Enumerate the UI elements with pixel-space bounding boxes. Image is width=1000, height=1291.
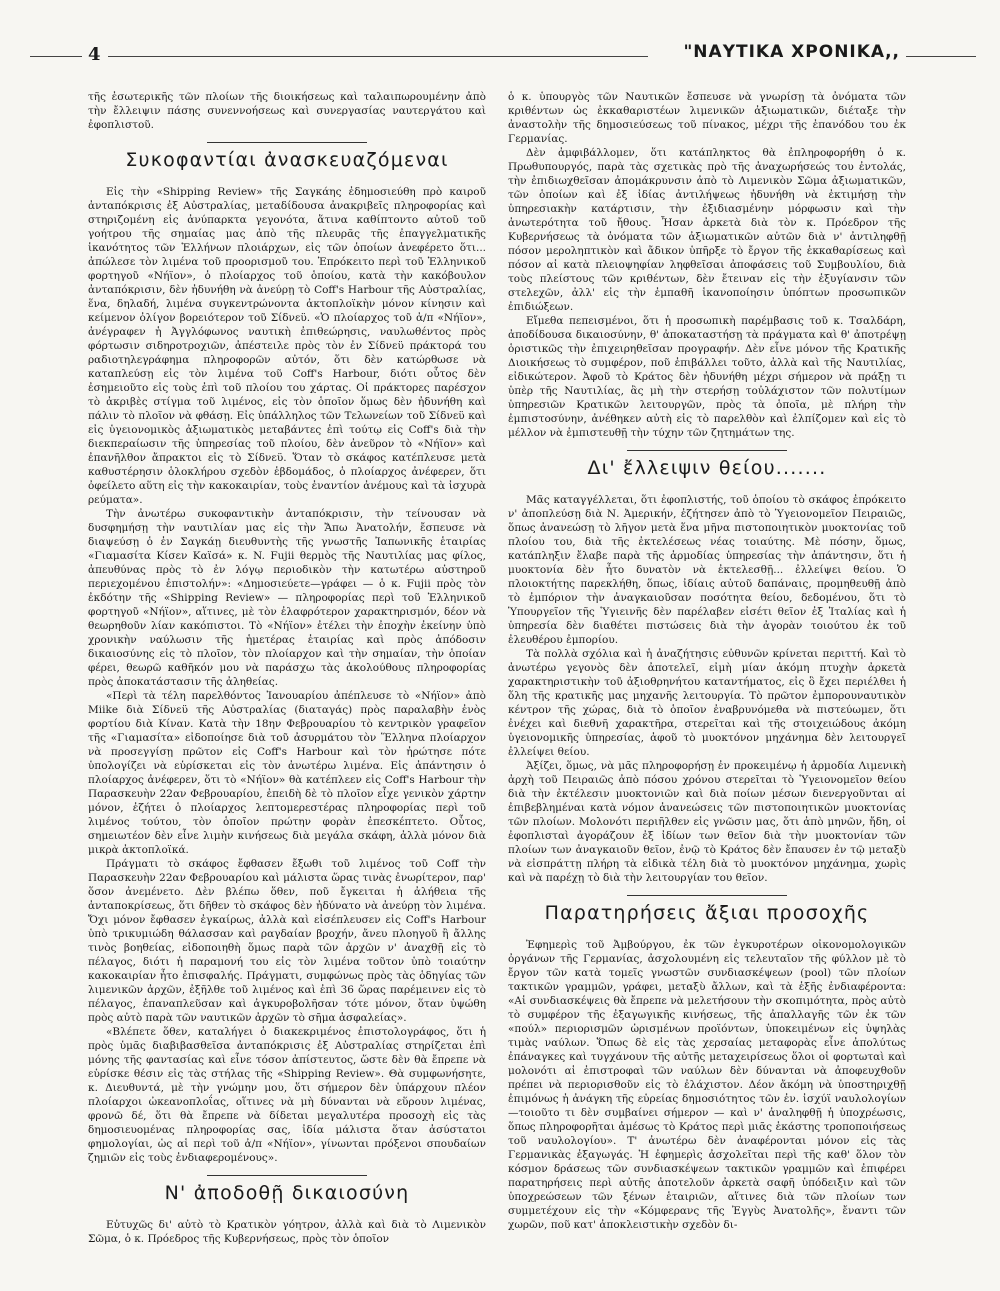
article-paragraph: Ἀξίζει, ὅμως, νὰ μᾶς πληροφορήσῃ ἐν προκειμένῳ ἡ ἁρμοδία Λιμενικὴ ἀρχὴ τοῦ Πειραιῶς ἀπὸ πόσου χρόνου στερεῖται τὸ Ὑγειονομεῖον θείου διὰ τὴν ἐκτέλεσιν μυοκτονιῶν καὶ διὰ ποίων μέσων διενεργοῦνται αἱ ἐπιβεβλημέναι κατὰ νόμον ἀνανεώσεις τῶν πιστοποιητικῶν μυοκτονίας τῶν πλοίων. Μολονότι περιῆλθεν εἰς γνῶσιν μας, ὅτι ἀπὸ μηνῶν, ἤδη, οἱ ἐφοπλισταὶ ἀγοράζουν ἐξ ἰδίων των θεῖον διὰ τὴν μυοκτονίαν τῶν πλοίων των ἀναγκαιοῦν θεῖον, ἐνῷ τὸ Κράτος δὲν ἔπαυσεν ἐν τῷ μεταξὺ νὰ εἰσπράττῃ πλήρη τὰ εἰδικὰ τέλη διὰ τὸ μυοκτόνον μηχάνημα, χωρὶς καὶ νὰ παρέχῃ τὸ διὰ τὴν λειτουργίαν του θεῖον. — [508, 760, 906, 884]
article-paragraph: Πράγματι τὸ σκάφος ἔφθασεν ἔξωθι τοῦ λιμένος τοῦ Coff τὴν Παρασκευὴν 22αν Φεβρουαρίου καὶ μάλιστα ὥρας τινὰς ἐνωρίτερον, παρ' ὅσον ἀνεμένετο. Δὲν βλέπω ὅθεν, ποῦ ἔγκειται ἡ ἀλήθεια τῆς ἀνταποκρίσεως, ὅτι δῆθεν τὸ σκάφος δὲν ἠδύνατο νὰ ἀνεύρῃ τὸν λιμένα. Ὄχι μόνον ἔφθασεν ἐγκαίρως, ἀλλὰ καὶ εἰσέπλευσεν εἰς Coff's Harbour ὑπὸ τρικυμιώδη θάλασσαν καὶ ραγδαίαν βροχήν, ἄνευ πλοηγοῦ ἢ ἄλλης τινὸς βοηθείας, εἰδοποιηθὴ ὅμως παρὰ τῶν ἀρχῶν ν' ἀναχθῇ εἰς τὸ πέλαγος, διότι ἡ παραμονή του εἰς τὸν λιμένα τοῦτον ὑπὸ τοιαύτην κακοκαιρίαν ἦτο ἐπισφαλής. Πράγματι, συμφώνως πρὸς τὰς ὁδηγίας τῶν λιμενικῶν ἀρχῶν, ἐξῆλθε τοῦ λιμένος καὶ ἐπὶ 36 ὥρας παρέμεινεν εἰς τὸ πέλαγος, ἐπαναπλεῦσαν καὶ ἀγκυροβολῆσαν τότε μόνον, ὅταν ὑψώθη πρὸς αὐτὸ παρὰ τῶν ναυτικῶν ἀρχῶν τὸ σῆμα ἀσφαλείας». — [88, 858, 486, 1024]
header-rule-right — [906, 56, 976, 57]
section-title-paratiriseis: Παρατηρήσεις ἄξιαι προσοχῆς — [544, 902, 870, 924]
section-title-dikaiosyni: Ν' ἀποδοθῇ δικαιοσύνη — [164, 1182, 410, 1204]
article-paragraph: Εἰς τὴν «Shipping Review» τῆς Σαγκάης ἐδημοσιεύθη πρὸ καιροῦ ἀνταπόκρισις ἐξ Αὐστραλίας, μεταδίδουσα ἀνακριβεῖς πληροφορίας καὶ στηριζομένη εἰς ἀνύπαρκτα γεγονότα, ἅτινα καθίπτοντο αὐτοῦ τοῦ γοήτρου τῆς σημαίας μας ἀπὸ τῆς πλευρᾶς τῆς ἐπαγγελματικῆς ἱκανότητος τῶν Ἑλλήνων πλοιάρχων, εἰς τῶν ὁποίων ἀνεφέρετο ὅτι... ἀπώλεσε τὸν λιμένα τοῦ προορισμοῦ του. Ἐπρόκειτο περὶ τοῦ Ἑλληνικοῦ φορτηγοῦ «Νήϊον», ὁ πλοίαρχος τοῦ ὁποίου, κατὰ τὴν κακόβουλον ἀνταπόκρισιν, δὲν ἠδυνήθη νὰ ἀνεύρῃ τὸ Coff's Harbour τῆς Αὐστραλίας, ἕνα, δηλαδή, λιμένα συγκεντρώνοντα ἀκτοπλοϊκὴν μόνον κίνησιν καὶ κείμενον ὀλίγον βορειότερον τοῦ Σίδνεϋ. «Ὁ πλοίαρχος τοῦ ἀ/π «Νήϊον», ἀνέγραφεν ἡ Ἀγγλόφωνος ναυτικὴ ἐπιθεώρησις, ναυλωθέντος πρὸς φόρτωσιν σιδηροτροχιῶν, ἀπέστειλε πρὸς τὸν ἐν Σίδνεϋ πράκτορά του ραδιοτηλεγράφημα πληροφορῶν αὐτόν, ὅτι δὲν κατώρθωσε νὰ καταπλεύσῃ εἰς τὸν λιμένα τοῦ Coff's Harbour, διότι οὗτος δὲν ἐσημειοῦτο εἰς τοὺς ἐπὶ τοῦ πλοίου του χάρτας. Οἱ πράκτορες παρέσχον τὸ ἀκριβὲς στίγμα τοῦ λιμένος, εἰς τὸν ὁποῖον ὅμως δὲν ἠδυνήθη καὶ πάλιν τὸ πλοῖον νὰ φθάσῃ. Εἰς ὑπάλληλος τῶν Τελωνείων τοῦ Σίδνεϋ καὶ εἰς ὑγειονομικὸς ἀξιωματικὸς μεταβάντες ἐπὶ τούτῳ εἰς Coff's διὰ τὴν διεκπεραίωσιν τῆς ὑπηρεσίας τοῦ πλοίου, δὲν ἀνεῦρον τὸ «Νήϊον» καὶ ἐπανῆλθον ἄπρακτοι εἰς τὸ Σίδνεϋ. Ὅταν τὸ σκάφος κατέπλευσε μετὰ καθυστέρησιν ὁλοκλήρου σχεδὸν ἑβδομάδος, ὁ πλοίαρχος ἀνέφερεν, ὅτι ὀφείλετο αὕτη εἰς τὴν κακοκαιρίαν, τοὺς ἐναντίον ἀνέμους καὶ τὰ ἰσχυρὰ ρεύματα». — [88, 186, 486, 506]
section-heading-theiou — [508, 440, 906, 493]
article-paragraph: Ἐφημερὶς τοῦ Ἀμβούργου, ἐκ τῶν ἐγκυροτέρων οἰκονομολογικῶν ὀργάνων τῆς Γερμανίας, ἀσχολουμένη εἰς τελευταῖον τῆς φύλλον μὲ τὸ ἔργον τῶν κατὰ τομεῖς γνωστῶν συνδιασκέψεων (pool) τῶν πλοίων τακτικῶν γραμμῶν, γράφει, μεταξὺ ἄλλων, καὶ τὰ ἑξῆς ἐνδιαφέροντα: «Αἱ συνδιασκέψεις θὰ ἔπρεπε νὰ μελετήσουν τὴν σκοπιμότητα, πρὸς αὐτὸ τὸ συμφέρον τῆς ἐξαγωγικῆς κινήσεως, τῆς ἀπαλλαγῆς τῶν ἐκ τῶν «πούλ» περιορισμῶν ὡρισμένων προϊόντων, ὑποκειμένων εἰς ὑψηλὰς τιμὰς ναύλων. Ὅπως δὲ εἰς τὰς χερσαίας μεταφορὰς εἶνε ἀπολύτως ἐπάναγκες καὶ τυγχάνουν τῆς αὐτῆς μεταχειρίσεως ὅλοι οἱ φορτωταὶ καὶ μολονότι αἱ ἐπιστροφαὶ τῶν ναύλων δὲν δύνανται νὰ ἀποφευχθοῦν πρέπει νὰ περιορισθοῦν εἰς τὸ ἐλάχιστον. Δέον ἄκόμη νὰ ὑποστηριχθῇ ἐπιμόνως ἡ ἀνάγκη τῆς εὑρείας δημοσιότητος τῶν ἐν. ἰσχύϊ ναυλολογίων—τοιοῦτο τι δὲν συμβαίνει σήμερον — καὶ ν' ἀναληφθῇ ἡ ὑποχρέωσις, ὅπως πληροφορῆται ἀμέσως τὸ Κράτος περὶ μιᾶς ἑκάστης τροποποιήσεως τοῦ ναυλολογίου». Τ' ἀνωτέρω δὲν ἀναφέρονται μόνον εἰς τὰς Γερμανικὰς ἐξαγωγάς. Ἡ ἐφημερὶς ἀσχολεῖται περὶ τῆς καθ' ὅλον τὸν κόσμον δράσεως τῶν συνδιασκέψεων τακτικῶν γραμμῶν καὶ ἐπιφέρει παρατηρήσεις περὶ αὐτῆς ἀποτελοῦν ἀρκετὰ σαφῆ ὑπόδειξιν καὶ τῶν ὑποχρεώσεων τῶν ξένων ἑταιριῶν, αἵτινες διὰ τῶν πλοίων των συμμετέχουν εἰς τὴν «Κόμφερανς τῆς Ἐγγὺς Ἀνατολῆς», ἔναντι τῶν χωρῶν, ποῦ κατ' ἀποκλειστικὴν σχεδὸν δι- — [508, 939, 906, 1231]
page-number: 4 — [88, 44, 101, 65]
heading-rule — [207, 142, 367, 143]
article-paragraph: Μᾶς καταγγέλλεται, ὅτι ἐφοπλιστής, τοῦ ὁποίου τὸ σκάφος ἐπρόκειτο ν' ἀποπλεύσῃ διὰ Ν. Ἀμερικήν, ἐζήτησεν ἀπὸ τὸ Ὑγειονομεῖον Πειραιῶς, ὅπως ἀνανεώσῃ τὸ λῆγον μετὰ ἕνα μῆνα πιστοποιητικὸν μυοκτονίας τοῦ πλοίου του, διὰ τῆς ἐκτελέσεως νέας τοιαύτης. Μὲ πόσην, ὅμως, κατάπληξιν ἔλαβε παρὰ τῆς ἁρμοδίας ὑπηρεσίας τὴν ἀπάντησιν, ὅτι ἡ μυοκτονία δὲν ἦτο δυνατὸν νὰ ἐκτελεσθῇ... ἐλλείψει θείου. Ὁ πλοιοκτήτης παρεκλήθη, ὅπως, ἰδίαις αὐτοῦ δαπάναις, προμηθευθῇ ἀπὸ τὸ ἐμπόριον τὴν ἀναγκαιοῦσαν ποσότητα θείου, δεδομένου, ὅτι τὸ Ὑπουργεῖον τῆς Ὑγιεινῆς δὲν παρέλαβεν εἰσέτι θεῖον ἐξ Ἰταλίας καὶ ἡ ὑπηρεσία δὲν διαθέτει πιστώσεις διὰ τὴν ἀγορὰν τοιούτου ἐκ τοῦ ἐλευθέρου ἐμπορίου. — [508, 494, 906, 646]
header-rule-middle — [108, 56, 648, 57]
article-paragraph: «Περὶ τὰ τέλη παρελθόντος Ἰανουαρίου ἀπέπλευσε τὸ «Νήϊον» ἀπὸ Miike διὰ Σίδνεϋ τῆς Αὐστραλίας (διαταγάς) πρὸς παραλαβὴν ἐνὸς φορτίου διὰ Κίναν. Κατὰ τὴν 18ην Φεβρουαρίου τὸ κεντρικὸν γραφεῖον τῆς «Γιαμασίτα» εἰδοποίησε διὰ τοῦ ἀσυρμάτου τὸν Ἕλληνα πλοίαρχον νὰ προσεγγίσῃ πρῶτον εἰς Coff's Harbour καὶ τὸν ἠρώτησε πότε ὑπολογίζει νὰ εὑρίσκεται εἰς τὸν ἀνωτέρω λιμένα. Εἰς ἀπάντησιν ὁ πλοίαρχος ἀνέφερεν, ὅτι τὸ «Νήϊον» θὰ κατέπλεεν εἰς Coff's Harbour τὴν Παρασκευὴν 22αν Φεβρουαρίου, ἐπειδὴ δὲ τὸ πλοῖον εἶχε γενικὸν χάρτην μόνον, ἐζήτει ὁ πλοίαρχος λεπτομερεστέρας πληροφορίας περὶ τοῦ λιμένος τούτου, τὸν ὁποῖον πρώτην φορὰν ἐπεσκέπτετο. Οὗτος, σημειωτέον δὲν εἶνε λιμὴν κινήσεως διὰ μεγάλα σκάφη, ἀλλὰ μόνον διὰ μικρὰ ἀκτοπλοϊκά. — [88, 690, 486, 856]
article-paragraph: Εὐτυχῶς δι' αὐτὸ τὸ Κρατικὸν γόητρον, ἀλλὰ καὶ διὰ τὸ Λιμενικὸν Σῶμα, ὁ κ. Πρόεδρος τῆς Κυβερνήσεως, πρὸς τὸν ὁποῖον — [88, 1219, 486, 1245]
article-paragraph: Δὲν ἀμφιβάλλομεν, ὅτι κατάπληκτος θὰ ἐπληροφορήθη ὁ κ. Πρωθυπουργός, παρὰ τὰς σχετικὰς πρὸ τῆς ἀναχωρήσεώς του ἐντολάς, τὴν ἐπιδιωχθεῖσαν ἀπομάκρυνσιν ἀπὸ τὸ Λιμενικὸν Σῶμα ἀξιωματικῶν, τῶν ὁποίων καὶ ἐξ ἰδίας ἀντιλήψεως ἠδυνήθη νὰ ἐκτιμήσῃ τὴν ὑπηρεσιακὴν κατάρτισιν, τὴν ἐξιδιασμένην μόρφωσιν καὶ τὴν ἀνωτερότητα τοῦ ἤθους. Ἦσαν ἀρκετὰ διὰ τὸν κ. Πρόεδρον τῆς Κυβερνήσεως τὰ ὀνόματα τῶν ἀξιωματικῶν αὐτῶν διὰ ν' ἀντιληφθῇ πόσον μεροληπτικὸν καὶ ἄδικον ὑπῆρξε τὸ ἔργον τῆς ἐκκαθαρίσεως καὶ πόσον αἱ κατὰ πλειοψηφίαν ληφθεῖσαι ἀποφάσεις τοῦ Συμβουλίου, διὰ τοὺς πλείστους τῶν κριθέντων, δὲν ἔτειναν εἰς τὴν ἐξυγίανσιν τῶν στελεχῶν, ἀλλ' εἰς τὴν ἐμπαθῆ ἱκανοποίησιν ὑπόπτων προσωπικῶν ἐπιδιώξεων. — [508, 147, 906, 313]
left-intro-paragraph: τῆς ἐσωτερικῆς τῶν πλοίων τῆς διοικήσεως καὶ ταλαιπωρουμένην ἀπὸ τὴν ἔλλειψιν πάσης συνεννοήσεως καὶ συνεργασίας ναυτεργάτου καὶ ἐφοπλιστοῦ. — [88, 91, 486, 131]
article-paragraph: ὁ κ. ὑπουργὸς τῶν Ναυτικῶν ἔσπευσε νὰ γνωρίσῃ τὰ ὀνόματα τῶν κριθέντων ὡς ἐκκαθαριστέων λιμενικῶν ἀξιωματικῶν, διέταξε τὴν ἀναστολὴν τῆς δημοσιεύσεως τοῦ πίνακος, μέχρι τῆς ἐπανόδου του ἐκ Γερμανίας. — [508, 91, 906, 145]
section-heading-dikaiosyni — [88, 1165, 486, 1218]
section-heading-sykofantiai — [88, 132, 486, 185]
section-title-theiou: Δι' ἔλλειψιν θείου....... — [587, 457, 827, 479]
article-paragraph: Τὴν ἀνωτέρω συκοφαντικὴν ἀνταπόκρισιν, τὴν τείνουσαν νὰ δυσφημήσῃ τὴν ναυτιλίαν μας εἰς τὴν Ἄπω Ἀνατολήν, ἔσπευσε νὰ διαψεύσῃ ὁ ἐν Σαγκάῃ διευθυντὴς τῆς γνωστῆς Ἰαπωνικῆς ἑταιρίας «Γιαμασίτα Κίσεν Καϊσά» κ. N. Fujii θερμὸς τῆς Ναυτιλίας μας φίλος, ἀπευθύνας πρὸς τὸ ἐν λόγῳ περιοδικὸν τὴν κατωτέρω αὐστηροῦ περιεχομένου ἐπιστολήν»: «Δημοσιεύετε—γράφει — ὁ κ. Fujii πρὸς τὸν ἐκδότην τῆς «Shipping Review» — πληροφορίας περὶ τοῦ Ἑλληνικοῦ φορτηγοῦ «Νήϊον», αἵτινες, μὲ τὸν ἐλαφρότερον χαρακτηρισμόν, δέον νὰ θεωρηθοῦν λίαν κακόπιστοι. Τὸ «Νήϊον» ἐτέλει τὴν ἐποχὴν ἐκείνην ὑπὸ χρονικὴν ναύλωσιν τῆς ἡμετέρας ἑταιρίας καὶ πρὸς ἀπόδοσιν δικαιοσύνης εἰς τὸ πλοῖον, τὸν πλοίαρχον καὶ τὴν σημαίαν, τὴν ὁποίαν φέρει, θεωρῶ καθῆκόν μου νὰ παράσχω τὰς ἀκολούθους πληροφορίας πρὸς ἀποκατάστασιν τῆς ἀληθείας. — [88, 508, 486, 688]
article-paragraph: «Βλέπετε ὅθεν, καταλήγει ὁ διακεκριμένος ἐπιστολογράφος, ὅτι ἡ πρὸς ὑμᾶς διαβιβασθεῖσα ἀνταπόκρισις ἐξ Αὐστραλίας στηρίζεται ἐπὶ μόνης τῆς φαντασίας καὶ εἶνε τόσον ἀπίστευτος, ὥστε δὲν θὰ ἔπρεπε νὰ εὑρίσκε θέσιν εἰς τὰς στήλας τῆς «Shipping Review». Θὰ συμφωνήσητε, κ. Διευθυντά, μὲ τὴν γνώμην μου, ὅτι σήμερον δὲν ὑπάρχουν πλέον πλοίαρχοι ὠκεανοπλοΐας, οἵτινες νὰ μὴ δύνανται νὰ εὕρουν λιμένας, φρονῶ δέ, ὅτι θὰ ἔπρεπε νὰ δίδεται μεγαλυτέρα προσοχὴ εἰς τὰς δημοσιευομένας πληροφορίας σας, ἰδία μάλιστα ὅταν ἀσύστατοι φημολογίαι, ὡς αἱ περὶ τοῦ ἀ/π «Νήϊον», γίνωνται πρόξενοι σπουδαίων ζημιῶν εἰς τοὺς ἐνδιαφερομένους». — [88, 1026, 486, 1164]
header-rule-left — [30, 56, 82, 57]
section-heading-paratiriseis — [508, 885, 906, 938]
heading-rule — [627, 895, 787, 896]
right-column — [508, 90, 906, 1232]
heading-rule — [207, 1175, 367, 1176]
article-paragraph: Τὰ πολλὰ σχόλια καὶ ἡ ἀναζήτησις εὐθυνῶν κρίνεται περιττή. Καὶ τὸ ἀνωτέρω γεγονὸς δὲν ἀποτελεῖ, εἰμὴ μίαν ἀκόμη πτυχὴν ἀρκετὰ χαρακτηριστικὴν τοῦ ἀξιοθρηνήτου καταντήματος, εἰς ὃ ἔχει περιέλθει ἡ ὅλη τῆς κρατικῆς μας μηχανῆς λειτουργία. Τὸ πρῶτον ἐμπορουναυτικὸν κέντρον τῆς χώρας, διὰ τὸ ὁποῖον ἐναβρυνόμεθα νὰ πιστεύωμεν, ὅτι ἐνέχει καὶ διεθνῆ χαρακτῆρα, στερεῖται καὶ τῆς στοιχειώδους ἀκόμη ὑγειονομικῆς ὑπηρεσίας, ἀφοῦ τὸ μυοκτόνον μηχάνημα δὲν λειτουργεῖ ἐλλείψει θείου. — [508, 648, 906, 758]
heading-rule — [627, 450, 787, 451]
masthead-title: "ΝΑΥΤΙΚΑ ΧΡΟΝΙΚΑ,, — [683, 42, 900, 62]
page-header — [0, 0, 1000, 90]
article-paragraph: Εἴμεθα πεπεισμένοι, ὅτι ἡ προσωπικὴ παρέμβασις τοῦ κ. Τσαλδάρη, ἀποδίδουσα δικαιοσύνην, θ' ἀποκαταστήσῃ τὰ πράγματα καὶ θ' ἀποτρέψῃ ὁριστικῶς τὴν ἐπιχειρηθεῖσαν προγραφήν. Δὲν εἶνε μόνον τῆς Κρατικῆς Διοικήσεως τὸ συμφέρον, ποῦ ἐπιβάλλει τοῦτο, ἀλλὰ καὶ τῆς Ναυτιλίας, εἰδικώτερον. Ἀφοῦ τὸ Κράτος δὲν ἠδυνήθη μέχρι σήμερον νὰ πράξῃ τι ὑπὲρ τῆς Ναυτιλίας, ἂς μὴ τὴν στερήσῃ τοὐλάχιστον τῶν πολυτίμων ὑπηρεσιῶν Κρατικῶν λειτουργῶν, πρὸς τὰ ὁποῖα, μὲ πλήρη τὴν ἐμπιστοσύνην, ἀνέθηκεν αὐτὴ εἰς τὸ παρελθὸν καὶ ἐλπίζομεν καὶ εἰς τὸ μέλλον νὰ ἐμπιστευθῇ τὴν τύχην τῶν ζητημάτων της. — [508, 315, 906, 439]
left-column — [88, 90, 486, 1246]
section-title-sykofantiai: Συκοφαντίαι ἀνασκευαζόμεναι — [125, 149, 449, 171]
